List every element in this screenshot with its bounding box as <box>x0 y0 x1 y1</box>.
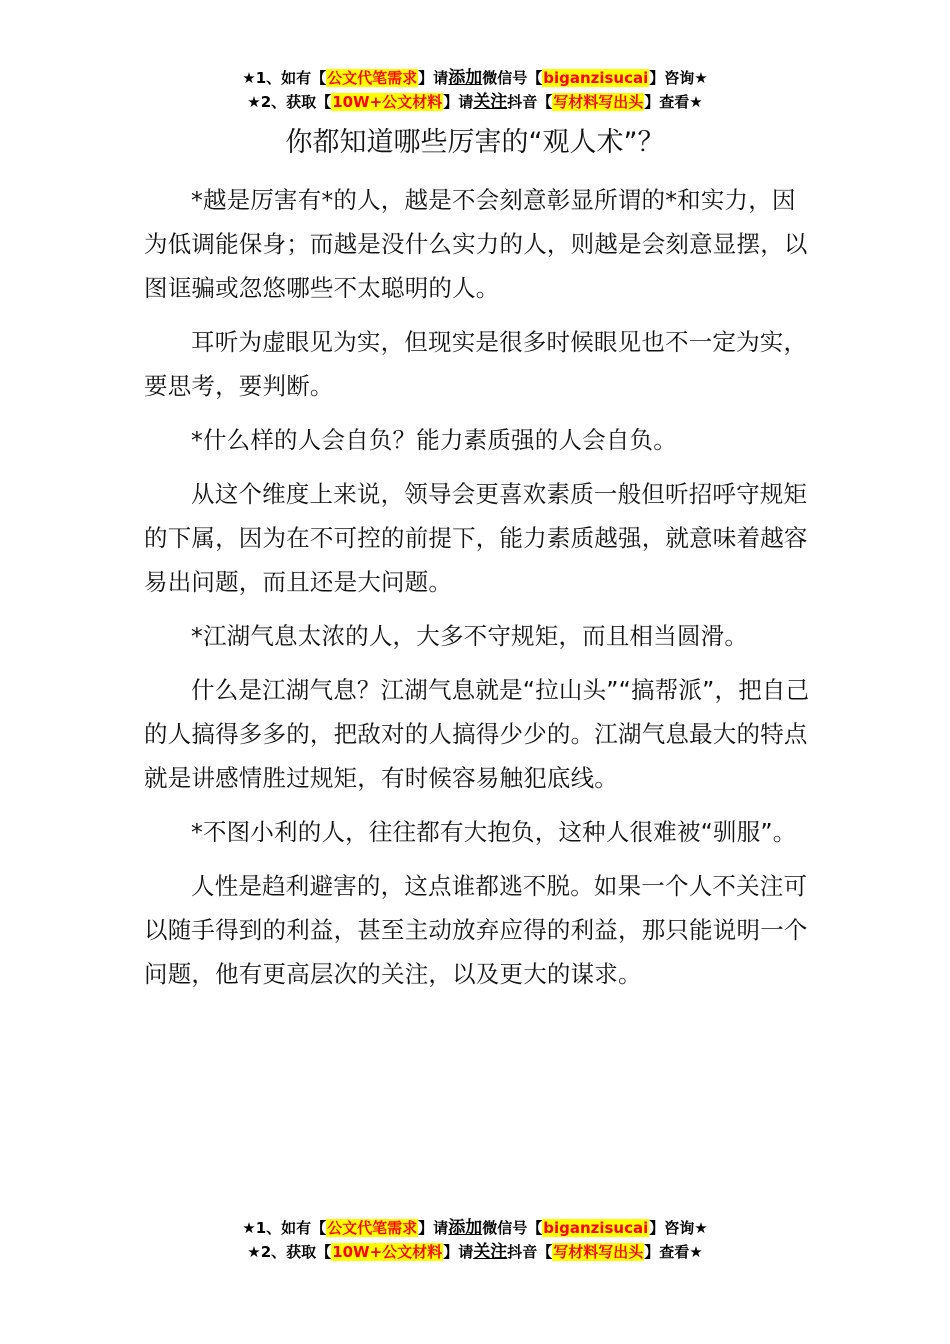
banner-text: ★2、获取【 <box>247 1243 332 1261</box>
highlight-service: 公文代笔需求 <box>327 69 418 87</box>
banner-text: ★1、如有【 <box>242 69 327 87</box>
highlight-materials: 10W+公文材料 <box>332 1243 443 1261</box>
banner-text: ★2、获取【 <box>247 93 332 111</box>
banner-line-2 <box>0 90 950 114</box>
paragraph: 什么是江湖气息？江湖气息就是“拉山头”“搞帮派”，把自己的人搞得多多的，把敌对的人搞得少少的。江湖气息最大的特点就是讲感情胜过规矩，有时候容易触犯底线。 <box>144 676 810 792</box>
paragraph: *江湖气息太浓的人，大多不守规矩，而且相当圆滑。 <box>191 622 749 650</box>
banner-text: ★1、如有【 <box>242 1219 327 1237</box>
underlined-word: 关注 <box>473 92 508 112</box>
underlined-word: 关注 <box>473 1242 508 1262</box>
banner-text: 微信号【 <box>482 69 543 87</box>
banner-text: 微信号【 <box>482 1219 543 1237</box>
banner-line-1 <box>0 1216 950 1240</box>
banner-text: 】请 <box>418 1219 449 1237</box>
paragraph: 从这个维度上来说，领导会更喜欢素质一般但听招呼守规矩的下属，因为在不可控的前提下，能力素质越强，就意味着越容易出问题，而且还是大问题。 <box>144 480 808 596</box>
highlight-wechat-id: biganzisucai <box>543 1219 649 1237</box>
footer-banner <box>0 1216 950 1264</box>
highlight-douyin-id: 写材料写出头 <box>553 1243 644 1261</box>
paragraph: 人性是趋利避害的，这点谁都逃不脱。如果一个人不关注可以随手得到的利益，甚至主动放弃应得的利益，那只能说明一个问题，他有更高层次的关注，以及更大的谋求。 <box>144 872 808 988</box>
underlined-word: 添加 <box>448 1218 483 1238</box>
banner-text: 】请 <box>443 93 474 111</box>
banner-text: 】查看★ <box>644 93 703 111</box>
highlight-service: 公文代笔需求 <box>327 1219 418 1237</box>
banner-text: 】请 <box>443 1243 474 1261</box>
banner-text: 抖音【 <box>507 1243 553 1261</box>
highlight-materials: 10W+公文材料 <box>332 93 443 111</box>
paragraph: 耳听为虚眼见为实，但现实是很多时候眼见也不一定为实，要思考，要判断。 <box>144 328 808 400</box>
document-body <box>144 178 812 1006</box>
banner-line-1 <box>0 66 950 90</box>
highlight-douyin-id: 写材料写出头 <box>553 93 644 111</box>
banner-text: 抖音【 <box>507 93 553 111</box>
banner-text: 】咨询★ <box>649 1219 708 1237</box>
highlight-wechat-id: biganzisucai <box>543 69 649 87</box>
banner-line-2 <box>0 1240 950 1264</box>
underlined-word: 添加 <box>448 68 483 88</box>
header-banner <box>0 66 950 114</box>
paragraph: *什么样的人会自负？能力素质强的人会自负。 <box>191 426 677 454</box>
banner-text: 】查看★ <box>644 1243 703 1261</box>
paragraph: *不图小利的人，往往都有大抱负，这种人很难被“驯服”。 <box>191 818 797 846</box>
document-title: 你都知道哪些厉害的“观人术”？ <box>285 127 665 158</box>
paragraph: *越是厉害有*的人，越是不会刻意彰显所谓的*和实力，因为低调能保身；而越是没什么实力的人，则越是会刻意显摆，以图诓骗或忽悠哪些不太聪明的人。 <box>144 186 808 302</box>
banner-text: 】咨询★ <box>649 69 708 87</box>
banner-text: 】请 <box>418 69 449 87</box>
